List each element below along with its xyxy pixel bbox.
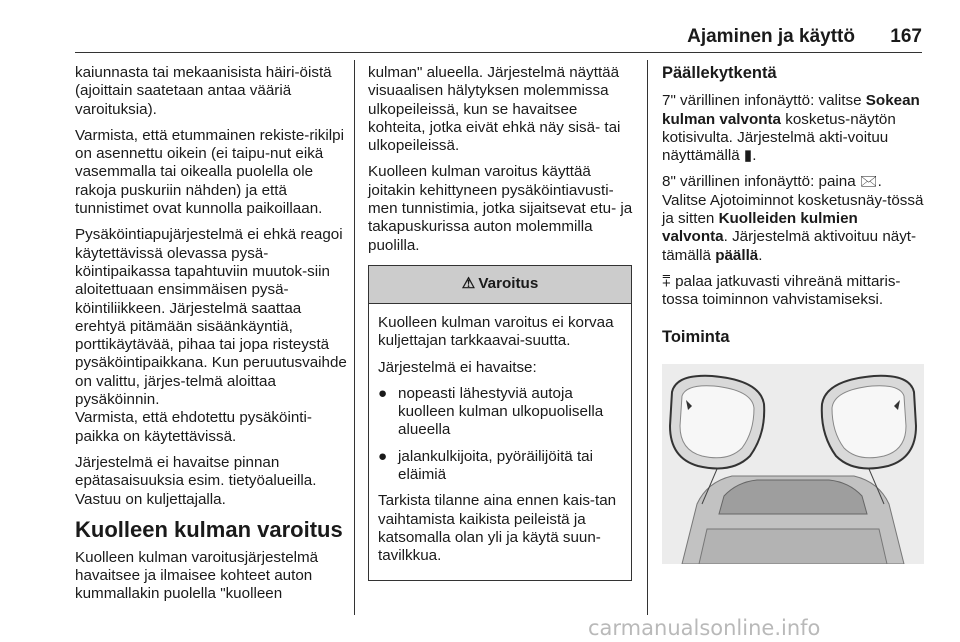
list-item-text: nopeasti lähestyviä autoja kuolleen kulman ulkopuolisella alueella (398, 384, 604, 439)
text: 8" värillinen infonäyttö: paina (662, 173, 860, 191)
paragraph: Varmista, että ehdotettu pysäköinti-paikka on käytettävissä. (75, 409, 312, 445)
column-right (662, 64, 924, 569)
section-heading: Toiminta (662, 327, 730, 346)
indicator-icon: ▮ (743, 147, 753, 165)
paragraph: Järjestelmä ei havaitse pinnan epätasaisuuksia esim. tietyöalueilla. Vastuu on kuljettajalla. (75, 453, 317, 508)
page-header (0, 0, 960, 56)
text: kosketus-näytön kotisivulta. Järjestelmä akti-voituu näyttämällä (662, 110, 896, 165)
list-item (378, 385, 623, 440)
list-item-text: jalankulkijoita, pyöräilijöitä tai eläimiä (398, 447, 594, 484)
column-divider (354, 60, 355, 615)
warning-text: Tarkista tilanne aina ennen kais-tan vaihtamista kaikista peileistä ja katsomalla olan yli ja käytä suun-tavilkkua. (378, 492, 617, 565)
text: . Järjestelmä aktivoituu näyt-tämällä (662, 228, 917, 264)
paragraph: Varmista, että etummainen rekiste-rikilpi on asennettu oikein (ei taipu-nut eikä vasemmalla tai oikealla puolella ole rakoja puskuriin nähden) ja että tunnistimet ovat kunnolla paikoillaan. (75, 126, 344, 218)
chapter-title: Ajaminen ja käyttö (687, 26, 855, 47)
paragraph (662, 273, 924, 310)
warning-text: Kuolleen kulman varoitus ei korvaa kuljettajan tarkkaavai-suutta. (378, 313, 614, 350)
text: . (752, 147, 757, 165)
paragraph (662, 173, 924, 264)
section-heading: Päällekytkentä (662, 64, 777, 82)
paragraph: kaiunnasta tai mekaanisista häiri-öistä (ajoittain saatetaan antaa vääriä varoituksia). (75, 64, 332, 118)
column-divider (647, 60, 648, 615)
watermark: carmanualsonline.info (588, 616, 821, 640)
text: . Valitse Ajotoiminnot kosketusnäy-tössä ja sitten (662, 173, 924, 228)
warning-title: Varoitus (478, 275, 539, 293)
paragraph: Pysäköintiapujärjestelmä ei ehkä reagoi käytettävissä olevassa pysä-köintipaikassa tapahtuviin muutok-siin aloitettuaan ensimmäisen pysä-köintiliikkeen. Järjestelmä saattaa erehtyä pitämään sisäänkäyntiä, porttikäytävää, pihaa tai jopa risteystä pysäköintipaikkana. Kun peruutusvaihde on valittu, järjes-telmä aloittaa pysäköinnin. (75, 226, 347, 409)
warning-body (369, 304, 631, 580)
paragraph: kulman" alueella. Järjestelmä näyttää visuaalisen hälytyksen molemmissa ulkopeileissä, kun se havaitsee kohteita, jotka eivät ehkä näy sisä- tai ulkopeileissä. (368, 64, 621, 155)
column-middle (368, 64, 633, 581)
warning-text: Järjestelmä ei havaitse: (378, 358, 537, 376)
page-number: 167 (890, 26, 922, 47)
text: . (758, 246, 763, 264)
paragraph: Kuolleen kulman varoitusjärjestelmä havaitsee ja ilmaisee kohteet auton kummallakin puolella "kuolleen (75, 548, 319, 603)
bullet-icon: ● (378, 447, 388, 465)
warning-icon: ⚠ (461, 275, 476, 293)
warning-box (368, 265, 632, 581)
mirror-illustration (662, 364, 924, 564)
section-heading: Kuolleen kulman varoitus (75, 516, 343, 542)
menu-label: päällä (715, 246, 759, 264)
car-settings-icon: 🖂 (859, 173, 878, 191)
warning-header (369, 266, 631, 304)
header-rule (75, 52, 922, 53)
bullet-icon: ● (378, 384, 388, 402)
text: 7" värillinen infonäyttö: valitse (662, 92, 866, 110)
paragraph: Kuolleen kulman varoitus käyttää joitakin kehittyneen pysäköintiavusti-men tunnistimia, jotka sijaitsevat etu- ja takapuskurissa auton molemmilla puolilla. (368, 163, 633, 254)
menu-label: Sokean kulman valvonta (662, 92, 920, 128)
column-left (75, 64, 347, 612)
text: palaa jatkuvasti vihreänä mittaris-tossa toiminnon vahvistamiseksi. (662, 272, 901, 309)
paragraph (662, 92, 924, 165)
menu-label: Kuolleiden kulmien valvonta (662, 210, 858, 246)
blind-spot-icon: ⩱ (662, 272, 671, 290)
list-item (378, 448, 623, 485)
